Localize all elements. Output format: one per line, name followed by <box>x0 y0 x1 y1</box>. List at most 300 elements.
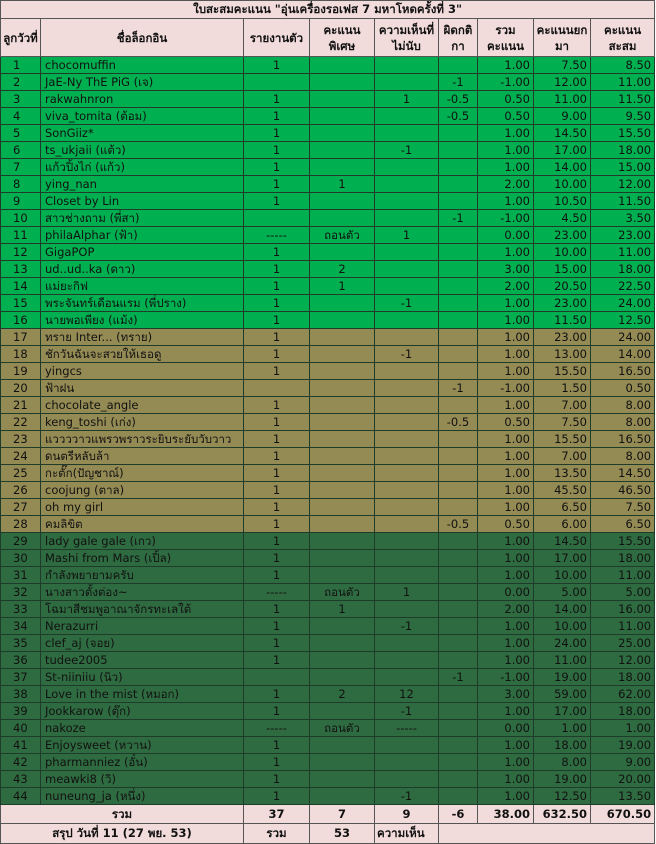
cell-carried: 23.00 <box>534 227 591 244</box>
cell-carried: 23.00 <box>534 295 591 312</box>
cell-penalty <box>439 652 478 669</box>
table-row <box>1 142 655 159</box>
cell-penalty <box>439 703 478 720</box>
cell-accumulated: 25.00 <box>591 635 655 652</box>
cell-penalty <box>439 567 478 584</box>
cell-report: 1 <box>244 618 310 635</box>
cell-number: 2 <box>1 74 41 91</box>
cell-special: ถอนตัว <box>310 584 375 601</box>
table-row <box>1 499 655 516</box>
cell-carried: 14.50 <box>534 533 591 550</box>
cell-report: 1 <box>244 737 310 754</box>
cell-login: นางสาวตั้งต่อง~ <box>41 584 244 601</box>
cell-penalty <box>439 465 478 482</box>
cell-number: 29 <box>1 533 41 550</box>
cell-number: 9 <box>1 193 41 210</box>
cell-report: 1 <box>244 295 310 312</box>
header-login: ชื่อล็อกอิน <box>41 19 244 57</box>
cell-sum: 2.00 <box>478 278 534 295</box>
cell-special <box>310 57 375 74</box>
cell-carried: 14.50 <box>534 125 591 142</box>
cell-carried: 17.00 <box>534 142 591 159</box>
cell-special <box>310 397 375 414</box>
cell-sum: 0.50 <box>478 91 534 108</box>
cell-report: 1 <box>244 91 310 108</box>
summary-total-label: รวม <box>244 824 310 844</box>
cell-carried: 1.00 <box>534 720 591 737</box>
cell-login: pharmanniez (อั๋น) <box>41 754 244 771</box>
cell-report: 1 <box>244 125 310 142</box>
cell-report: 1 <box>244 414 310 431</box>
cell-comments <box>375 278 439 295</box>
cell-special: 2 <box>310 686 375 703</box>
cell-sum: 1.00 <box>478 771 534 788</box>
cell-sum: 1.00 <box>478 431 534 448</box>
cell-report: 1 <box>244 108 310 125</box>
cell-sum: 3.00 <box>478 261 534 278</box>
cell-sum: 1.00 <box>478 499 534 516</box>
table-row <box>1 567 655 584</box>
cell-sum: 1.00 <box>478 737 534 754</box>
cell-number: 20 <box>1 380 41 397</box>
cell-accumulated: 23.00 <box>591 227 655 244</box>
table-row <box>1 618 655 635</box>
cell-carried: 5.00 <box>534 584 591 601</box>
sheet-title: ใบสะสมคะแนน "อุ่นเครื่องรอเฟส 7 มหาโหดครั้งที่ 3" <box>1 1 655 19</box>
cell-sum: 0.50 <box>478 414 534 431</box>
cell-login: แม่ยะกิฟ <box>41 278 244 295</box>
cell-login: meawki8 (วิ) <box>41 771 244 788</box>
cell-comments <box>375 737 439 754</box>
cell-accumulated: 7.50 <box>591 499 655 516</box>
cell-number: 8 <box>1 176 41 193</box>
cell-number: 13 <box>1 261 41 278</box>
cell-accumulated: 8.00 <box>591 397 655 414</box>
cell-number: 41 <box>1 737 41 754</box>
cell-penalty <box>439 244 478 261</box>
cell-carried: 45.50 <box>534 482 591 499</box>
totals-row <box>1 805 655 824</box>
cell-login: chocomuffin <box>41 57 244 74</box>
cell-login: JaE-Ny ThE PiG (เจ) <box>41 74 244 91</box>
cell-carried: 6.50 <box>534 499 591 516</box>
cell-penalty: -0.5 <box>439 91 478 108</box>
table-row <box>1 720 655 737</box>
cell-special <box>310 329 375 346</box>
cell-sum: 2.00 <box>478 176 534 193</box>
cell-special <box>310 737 375 754</box>
cell-accumulated: 18.00 <box>591 669 655 686</box>
cell-comments <box>375 125 439 142</box>
cell-login: ทราย Inter... (ทราย) <box>41 329 244 346</box>
cell-penalty <box>439 57 478 74</box>
cell-login: St-niiniiu (นิว) <box>41 669 244 686</box>
cell-sum: 1.00 <box>478 295 534 312</box>
cell-accumulated: 12.50 <box>591 312 655 329</box>
cell-number: 30 <box>1 550 41 567</box>
cell-sum: 1.00 <box>478 703 534 720</box>
cell-number: 43 <box>1 771 41 788</box>
cell-comments <box>375 74 439 91</box>
cell-login: Mashi from Mars (เปิ้ล) <box>41 550 244 567</box>
cell-sum: 1.00 <box>478 788 534 805</box>
cell-comments <box>375 567 439 584</box>
cell-special: 1 <box>310 278 375 295</box>
cell-accumulated: 16.50 <box>591 363 655 380</box>
cell-sum: 1.00 <box>478 244 534 261</box>
cell-special <box>310 193 375 210</box>
summary-comment-label: ความเห็น <box>375 824 439 844</box>
totals-report: 37 <box>244 805 310 824</box>
cell-accumulated: 1.00 <box>591 720 655 737</box>
cell-carried: 24.00 <box>534 635 591 652</box>
cell-report: 1 <box>244 788 310 805</box>
table-row <box>1 414 655 431</box>
cell-sum: 2.00 <box>478 601 534 618</box>
cell-penalty <box>439 533 478 550</box>
cell-special: 2 <box>310 261 375 278</box>
header-sum: รวมคะแนน <box>478 19 534 57</box>
cell-sum: 1.00 <box>478 465 534 482</box>
cell-carried: 17.00 <box>534 550 591 567</box>
cell-carried: 10.00 <box>534 176 591 193</box>
cell-number: 4 <box>1 108 41 125</box>
cell-carried: 12.00 <box>534 74 591 91</box>
table-row <box>1 261 655 278</box>
cell-report: ----- <box>244 227 310 244</box>
table-row <box>1 397 655 414</box>
cell-comments <box>375 669 439 686</box>
cell-accumulated: 16.50 <box>591 431 655 448</box>
cell-carried: 15.50 <box>534 431 591 448</box>
cell-accumulated: 46.50 <box>591 482 655 499</box>
cell-comments: -1 <box>375 142 439 159</box>
header-uncounted-comments: ความเห็นที่ไม่นับ <box>375 19 439 57</box>
table-row <box>1 346 655 363</box>
cell-sum: 3.00 <box>478 686 534 703</box>
table-row <box>1 652 655 669</box>
cell-number: 36 <box>1 652 41 669</box>
cell-number: 32 <box>1 584 41 601</box>
table-row <box>1 771 655 788</box>
cell-accumulated: 14.50 <box>591 465 655 482</box>
cell-carried: 6.00 <box>534 516 591 533</box>
cell-sum: -1.00 <box>478 669 534 686</box>
table-row <box>1 686 655 703</box>
cell-carried: 11.00 <box>534 91 591 108</box>
cell-report: ----- <box>244 584 310 601</box>
cell-special <box>310 754 375 771</box>
cell-report: 1 <box>244 652 310 669</box>
cell-comments <box>375 244 439 261</box>
cell-penalty <box>439 329 478 346</box>
cell-accumulated: 11.00 <box>591 74 655 91</box>
cell-comments: -1 <box>375 788 439 805</box>
cell-login: ts_ukjaii (แต้ว) <box>41 142 244 159</box>
cell-special <box>310 635 375 652</box>
cell-comments <box>375 193 439 210</box>
cell-special <box>310 414 375 431</box>
cell-carried: 9.00 <box>534 108 591 125</box>
table-row <box>1 737 655 754</box>
cell-penalty <box>439 176 478 193</box>
cell-carried: 11.50 <box>534 312 591 329</box>
header-row <box>1 19 655 57</box>
table-row <box>1 278 655 295</box>
cell-number: 40 <box>1 720 41 737</box>
cell-report: 1 <box>244 499 310 516</box>
cell-carried: 10.00 <box>534 618 591 635</box>
cell-accumulated: 15.50 <box>591 533 655 550</box>
cell-carried: 4.50 <box>534 210 591 227</box>
cell-report: 1 <box>244 176 310 193</box>
table-row <box>1 244 655 261</box>
cell-report: 1 <box>244 244 310 261</box>
table-row <box>1 210 655 227</box>
cell-special <box>310 125 375 142</box>
cell-accumulated: 9.00 <box>591 754 655 771</box>
table-row <box>1 601 655 618</box>
cell-number: 37 <box>1 669 41 686</box>
cell-special <box>310 652 375 669</box>
cell-number: 21 <box>1 397 41 414</box>
cell-sum: 0.00 <box>478 720 534 737</box>
cell-report: 1 <box>244 465 310 482</box>
totals-accumulated: 670.50 <box>591 805 655 824</box>
cell-special <box>310 210 375 227</box>
cell-penalty: -1 <box>439 669 478 686</box>
cell-login: rakwahnron <box>41 91 244 108</box>
cell-penalty <box>439 771 478 788</box>
cell-penalty <box>439 448 478 465</box>
cell-report: 1 <box>244 703 310 720</box>
cell-comments: 1 <box>375 91 439 108</box>
cell-login: coojung (ตาล) <box>41 482 244 499</box>
cell-number: 5 <box>1 125 41 142</box>
header-carried: คะแนนยกมา <box>534 19 591 57</box>
cell-report: 1 <box>244 550 310 567</box>
table-row <box>1 57 655 74</box>
table-row <box>1 533 655 550</box>
cell-report: 1 <box>244 346 310 363</box>
table-row <box>1 91 655 108</box>
cell-special <box>310 108 375 125</box>
cell-comments: -1 <box>375 295 439 312</box>
cell-comments <box>375 397 439 414</box>
cell-report: 1 <box>244 57 310 74</box>
cell-number: 31 <box>1 567 41 584</box>
totals-penalty: -6 <box>439 805 478 824</box>
cell-number: 3 <box>1 91 41 108</box>
cell-sum: 1.00 <box>478 397 534 414</box>
cell-comments <box>375 312 439 329</box>
cell-carried: 7.00 <box>534 448 591 465</box>
cell-penalty: -1 <box>439 210 478 227</box>
cell-number: 11 <box>1 227 41 244</box>
cell-penalty <box>439 788 478 805</box>
cell-report: 1 <box>244 516 310 533</box>
cell-sum: 0.50 <box>478 516 534 533</box>
cell-carried: 11.00 <box>534 652 591 669</box>
cell-report: 1 <box>244 482 310 499</box>
table-row <box>1 125 655 142</box>
cell-report: 1 <box>244 601 310 618</box>
cell-login: ดนตรีหลับล้า <box>41 448 244 465</box>
cell-comments <box>375 533 439 550</box>
cell-penalty: -1 <box>439 380 478 397</box>
cell-accumulated: 6.50 <box>591 516 655 533</box>
cell-login: แก้วปิ้งไก่ (แก้ว) <box>41 159 244 176</box>
cell-penalty <box>439 601 478 618</box>
cell-special <box>310 312 375 329</box>
cell-penalty: -0.5 <box>439 516 478 533</box>
cell-accumulated: 62.00 <box>591 686 655 703</box>
cell-special: ถอนตัว <box>310 227 375 244</box>
cell-special <box>310 346 375 363</box>
cell-report <box>244 210 310 227</box>
cell-comments <box>375 414 439 431</box>
cell-login: โฉมาสีชมพูอาณาจักรทะเลใต้ <box>41 601 244 618</box>
cell-login: กำลังพยายามครับ <box>41 567 244 584</box>
table-row <box>1 703 655 720</box>
cell-accumulated: 0.50 <box>591 380 655 397</box>
cell-special <box>310 788 375 805</box>
cell-report <box>244 74 310 91</box>
table-row <box>1 448 655 465</box>
cell-special: ถอนตัว <box>310 720 375 737</box>
table-row <box>1 669 655 686</box>
cell-accumulated: 18.00 <box>591 261 655 278</box>
cell-accumulated: 24.00 <box>591 329 655 346</box>
cell-login: SonGiiz* <box>41 125 244 142</box>
summary-total-value: 53 <box>310 824 375 844</box>
cell-sum: 1.00 <box>478 754 534 771</box>
cell-sum: 1.00 <box>478 448 534 465</box>
header-number: ลูกวัวที่ <box>1 19 41 57</box>
cell-carried: 12.50 <box>534 788 591 805</box>
cell-number: 25 <box>1 465 41 482</box>
totals-special: 7 <box>310 805 375 824</box>
cell-number: 14 <box>1 278 41 295</box>
cell-number: 39 <box>1 703 41 720</box>
cell-carried: 59.00 <box>534 686 591 703</box>
cell-carried: 23.00 <box>534 329 591 346</box>
cell-penalty <box>439 499 478 516</box>
cell-number: 18 <box>1 346 41 363</box>
cell-penalty <box>439 142 478 159</box>
cell-report: 1 <box>244 754 310 771</box>
cell-special <box>310 142 375 159</box>
cell-comments <box>375 176 439 193</box>
cell-sum: -1.00 <box>478 210 534 227</box>
cell-comments <box>375 754 439 771</box>
cell-carried: 10.00 <box>534 567 591 584</box>
cell-number: 10 <box>1 210 41 227</box>
table-row <box>1 380 655 397</box>
table-row <box>1 193 655 210</box>
cell-login: lady gale gale (เกว) <box>41 533 244 550</box>
cell-special <box>310 669 375 686</box>
cell-comments: -1 <box>375 618 439 635</box>
cell-number: 44 <box>1 788 41 805</box>
cell-special <box>310 74 375 91</box>
summary-row <box>1 824 655 844</box>
cell-report <box>244 669 310 686</box>
cell-comments <box>375 159 439 176</box>
cell-report: 1 <box>244 363 310 380</box>
cell-login: ฟ้าฝน <box>41 380 244 397</box>
cell-accumulated: 11.50 <box>591 91 655 108</box>
cell-accumulated: 11.00 <box>591 244 655 261</box>
cell-carried: 20.50 <box>534 278 591 295</box>
cell-penalty <box>439 159 478 176</box>
cell-penalty <box>439 193 478 210</box>
cell-comments <box>375 431 439 448</box>
table-row <box>1 363 655 380</box>
cell-carried: 13.50 <box>534 465 591 482</box>
cell-report: ----- <box>244 720 310 737</box>
cell-carried: 15.00 <box>534 261 591 278</box>
cell-penalty <box>439 261 478 278</box>
table-row <box>1 176 655 193</box>
cell-sum: 1.00 <box>478 193 534 210</box>
cell-special <box>310 550 375 567</box>
cell-comments <box>375 210 439 227</box>
cell-number: 7 <box>1 159 41 176</box>
cell-login: ying_nan <box>41 176 244 193</box>
cell-accumulated: 18.00 <box>591 142 655 159</box>
totals-sum: 38.00 <box>478 805 534 824</box>
cell-sum: 1.00 <box>478 346 534 363</box>
cell-accumulated: 11.50 <box>591 193 655 210</box>
cell-login: นายพอเพียง (แม้ง) <box>41 312 244 329</box>
cell-carried: 14.00 <box>534 159 591 176</box>
cell-number: 34 <box>1 618 41 635</box>
cell-penalty <box>439 346 478 363</box>
cell-login: Enjoysweet (หวาน) <box>41 737 244 754</box>
cell-carried: 1.50 <box>534 380 591 397</box>
cell-accumulated: 12.00 <box>591 652 655 669</box>
table-row <box>1 635 655 652</box>
cell-accumulated: 3.50 <box>591 210 655 227</box>
cell-sum: 1.00 <box>478 57 534 74</box>
cell-sum: 1.00 <box>478 533 534 550</box>
cell-report: 1 <box>244 159 310 176</box>
cell-carried: 7.50 <box>534 57 591 74</box>
cell-comments: 12 <box>375 686 439 703</box>
cell-report: 1 <box>244 635 310 652</box>
cell-login: พระจันทร์เดือนแรม (พี่ปราง) <box>41 295 244 312</box>
totals-comments: 9 <box>375 805 439 824</box>
cell-carried: 15.50 <box>534 363 591 380</box>
header-special: คะแนนพิเศษ <box>310 19 375 57</box>
cell-sum: 1.00 <box>478 142 534 159</box>
cell-number: 6 <box>1 142 41 159</box>
cell-special <box>310 482 375 499</box>
cell-login: ชักวันฉันจะสวยให้เธอดู <box>41 346 244 363</box>
cell-special <box>310 618 375 635</box>
cell-special <box>310 465 375 482</box>
cell-comments <box>375 57 439 74</box>
cell-accumulated: 8.00 <box>591 448 655 465</box>
table-row <box>1 74 655 91</box>
cell-accumulated: 8.50 <box>591 57 655 74</box>
cell-number: 17 <box>1 329 41 346</box>
cell-login: oh my girl <box>41 499 244 516</box>
cell-accumulated: 15.50 <box>591 125 655 142</box>
cell-penalty <box>439 295 478 312</box>
cell-penalty <box>439 227 478 244</box>
